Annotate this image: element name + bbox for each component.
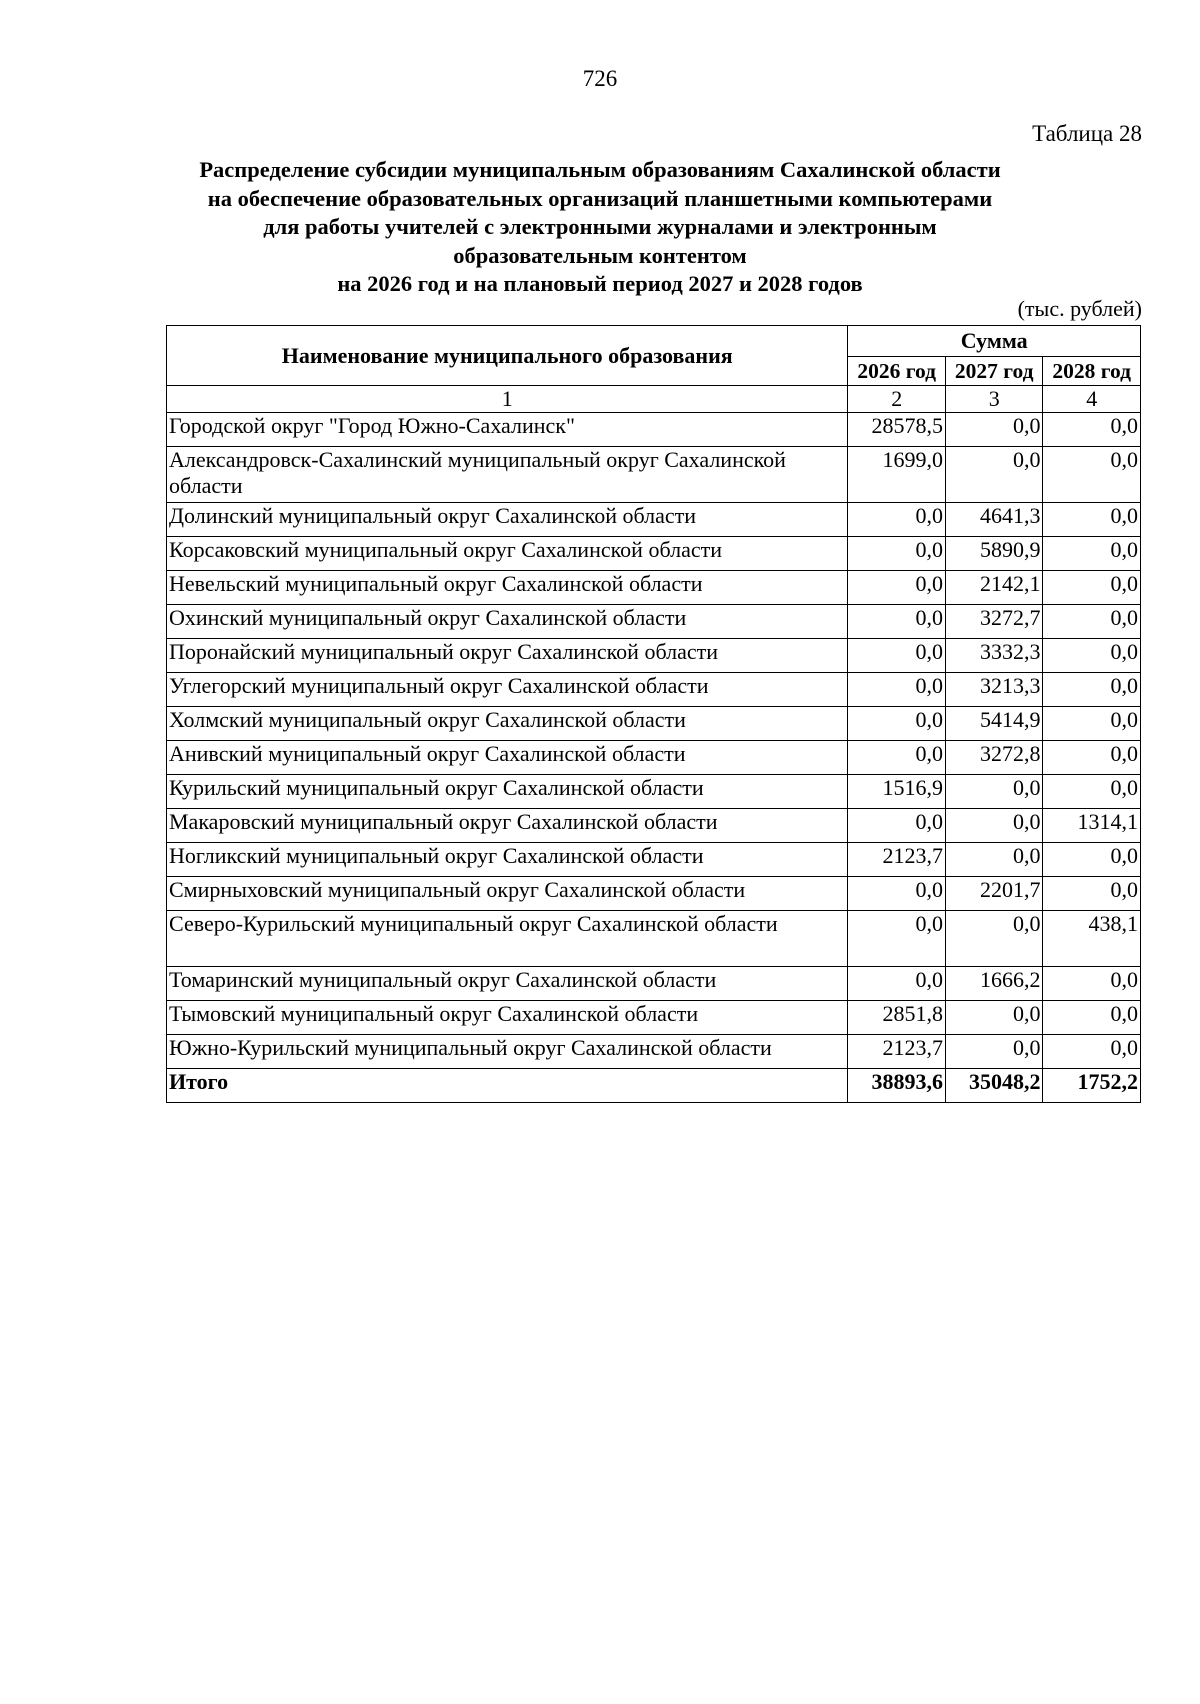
column-number: 3 <box>945 386 1042 413</box>
total-label: Итого <box>167 1069 848 1103</box>
amount-2026: 0,0 <box>848 503 945 537</box>
municipality-name: Холмский муниципальный округ Сахалинской области <box>167 707 848 741</box>
column-number: 2 <box>848 386 945 413</box>
amount-2027: 1666,2 <box>945 967 1042 1001</box>
amount-2028: 0,0 <box>1043 741 1141 775</box>
amount-2026: 0,0 <box>848 877 945 911</box>
municipality-name: Южно-Курильский муниципальный округ Сахалинской области <box>167 1035 848 1069</box>
amount-2028: 0,0 <box>1043 537 1141 571</box>
table-row <box>167 413 1141 447</box>
municipality-name: Тымовский муниципальный округ Сахалинской области <box>167 1001 848 1035</box>
amount-2026: 2123,7 <box>848 1035 945 1069</box>
column-number: 1 <box>167 386 848 413</box>
amount-2026: 0,0 <box>848 741 945 775</box>
amount-2028: 0,0 <box>1043 775 1141 809</box>
amount-2028: 0,0 <box>1043 503 1141 537</box>
title-line: на 2026 год и на плановый период 2027 и 2028 годов <box>337 271 863 296</box>
amount-2026: 0,0 <box>848 967 945 1001</box>
municipality-name: Северо-Курильский муниципальный округ Сахалинской области <box>167 911 848 967</box>
municipality-name: Анивский муниципальный округ Сахалинской области <box>167 741 848 775</box>
municipality-name: Александровск-Сахалинский муниципальный округ Сахалинской области <box>167 447 848 503</box>
amount-2027: 3272,8 <box>945 741 1042 775</box>
amount-2027: 5890,9 <box>945 537 1042 571</box>
table-row <box>167 537 1141 571</box>
amount-2026: 2123,7 <box>848 843 945 877</box>
amount-2028: 0,0 <box>1043 571 1141 605</box>
title-line: для работы учителей с электронными журналами и электронным <box>263 214 937 239</box>
year-header-2026: 2026 год <box>848 357 945 386</box>
total-2028: 1752,2 <box>1043 1069 1141 1103</box>
amount-2028: 0,0 <box>1043 639 1141 673</box>
amount-2026: 0,0 <box>848 605 945 639</box>
table-row <box>167 639 1141 673</box>
amount-2027: 5414,9 <box>945 707 1042 741</box>
amount-2028: 0,0 <box>1043 1001 1141 1035</box>
table-row <box>167 809 1141 843</box>
table-row <box>167 877 1141 911</box>
amount-2026: 1699,0 <box>848 447 945 503</box>
year-header-2027: 2027 год <box>945 357 1042 386</box>
amount-2027: 0,0 <box>945 447 1042 503</box>
amount-2028: 0,0 <box>1043 967 1141 1001</box>
municipality-name: Невельский муниципальный округ Сахалинской области <box>167 571 848 605</box>
municipality-name: Охинский муниципальный округ Сахалинской области <box>167 605 848 639</box>
amount-2026: 0,0 <box>848 911 945 967</box>
table-row <box>167 741 1141 775</box>
table-row <box>167 447 1141 503</box>
amount-2026: 28578,5 <box>848 413 945 447</box>
municipality-name: Долинский муниципальный округ Сахалинской области <box>167 503 848 537</box>
amount-2028: 0,0 <box>1043 447 1141 503</box>
amount-2027: 3332,3 <box>945 639 1042 673</box>
amount-2026: 0,0 <box>848 537 945 571</box>
title-line: Распределение субсидии муниципальным образованиям Сахалинской области <box>199 157 1001 182</box>
amount-2028: 0,0 <box>1043 843 1141 877</box>
municipality-name: Ногликский муниципальный округ Сахалинской области <box>167 843 848 877</box>
column-number: 4 <box>1043 386 1141 413</box>
amount-2028: 0,0 <box>1043 707 1141 741</box>
amount-2026: 1516,9 <box>848 775 945 809</box>
table-row <box>167 605 1141 639</box>
municipality-name: Макаровский муниципальный округ Сахалинской области <box>167 809 848 843</box>
amount-2027: 0,0 <box>945 413 1042 447</box>
municipality-name: Курильский муниципальный округ Сахалинской области <box>167 775 848 809</box>
total-row <box>167 1069 1141 1103</box>
page-number: 726 <box>582 66 618 91</box>
amount-2027: 4641,3 <box>945 503 1042 537</box>
amount-2026: 2851,8 <box>848 1001 945 1035</box>
amount-2027: 0,0 <box>945 911 1042 967</box>
table-row <box>167 911 1141 967</box>
amount-2027: 0,0 <box>945 775 1042 809</box>
amount-2028: 0,0 <box>1043 1035 1141 1069</box>
amount-2026: 0,0 <box>848 809 945 843</box>
column-number-row <box>167 386 1141 413</box>
total-2026: 38893,6 <box>848 1069 945 1103</box>
subsidy-table <box>166 325 1141 1103</box>
table-title <box>150 156 1050 299</box>
total-2027: 35048,2 <box>945 1069 1042 1103</box>
amount-2027: 0,0 <box>945 1035 1042 1069</box>
table-row <box>167 775 1141 809</box>
year-header-2028: 2028 год <box>1043 357 1141 386</box>
amount-2026: 0,0 <box>848 571 945 605</box>
amount-2028: 438,1 <box>1043 911 1141 967</box>
amount-2026: 0,0 <box>848 707 945 741</box>
table-row <box>167 967 1141 1001</box>
amount-2027: 3272,7 <box>945 605 1042 639</box>
amount-2026: 0,0 <box>848 639 945 673</box>
municipality-name: Томаринский муниципальный округ Сахалинской области <box>167 967 848 1001</box>
amount-2027: 3213,3 <box>945 673 1042 707</box>
table-row <box>167 1035 1141 1069</box>
amount-2028: 0,0 <box>1043 413 1141 447</box>
amount-2028: 1314,1 <box>1043 809 1141 843</box>
table-row <box>167 707 1141 741</box>
name-column-header: Наименование муниципального образования <box>167 326 848 386</box>
table-row <box>167 571 1141 605</box>
municipality-name: Смирныховский муниципальный округ Сахалинской области <box>167 877 848 911</box>
amount-2028: 0,0 <box>1043 673 1141 707</box>
table-row <box>167 1001 1141 1035</box>
amount-2028: 0,0 <box>1043 877 1141 911</box>
amount-2028: 0,0 <box>1043 605 1141 639</box>
units-label: (тыс. рублей) <box>1017 296 1142 321</box>
municipality-name: Городской округ "Город Южно-Сахалинск" <box>167 413 848 447</box>
municipality-name: Корсаковский муниципальный округ Сахалинской области <box>167 537 848 571</box>
sum-column-group-header: Сумма <box>848 326 1141 357</box>
municipality-name: Поронайский муниципальный округ Сахалинской области <box>167 639 848 673</box>
title-line: образовательным контентом <box>453 242 747 268</box>
table-label: Таблица 28 <box>1032 121 1142 146</box>
amount-2027: 0,0 <box>945 809 1042 843</box>
header-row <box>167 326 1141 357</box>
amount-2027: 2142,1 <box>945 571 1042 605</box>
table-row <box>167 673 1141 707</box>
amount-2027: 0,0 <box>945 1001 1042 1035</box>
amount-2026: 0,0 <box>848 673 945 707</box>
table-row <box>167 843 1141 877</box>
amount-2027: 2201,7 <box>945 877 1042 911</box>
title-line: на обеспечение образовательных организаций планшетными компьютерами <box>207 185 993 211</box>
amount-2027: 0,0 <box>945 843 1042 877</box>
table-row <box>167 503 1141 537</box>
municipality-name: Углегорский муниципальный округ Сахалинской области <box>167 673 848 707</box>
